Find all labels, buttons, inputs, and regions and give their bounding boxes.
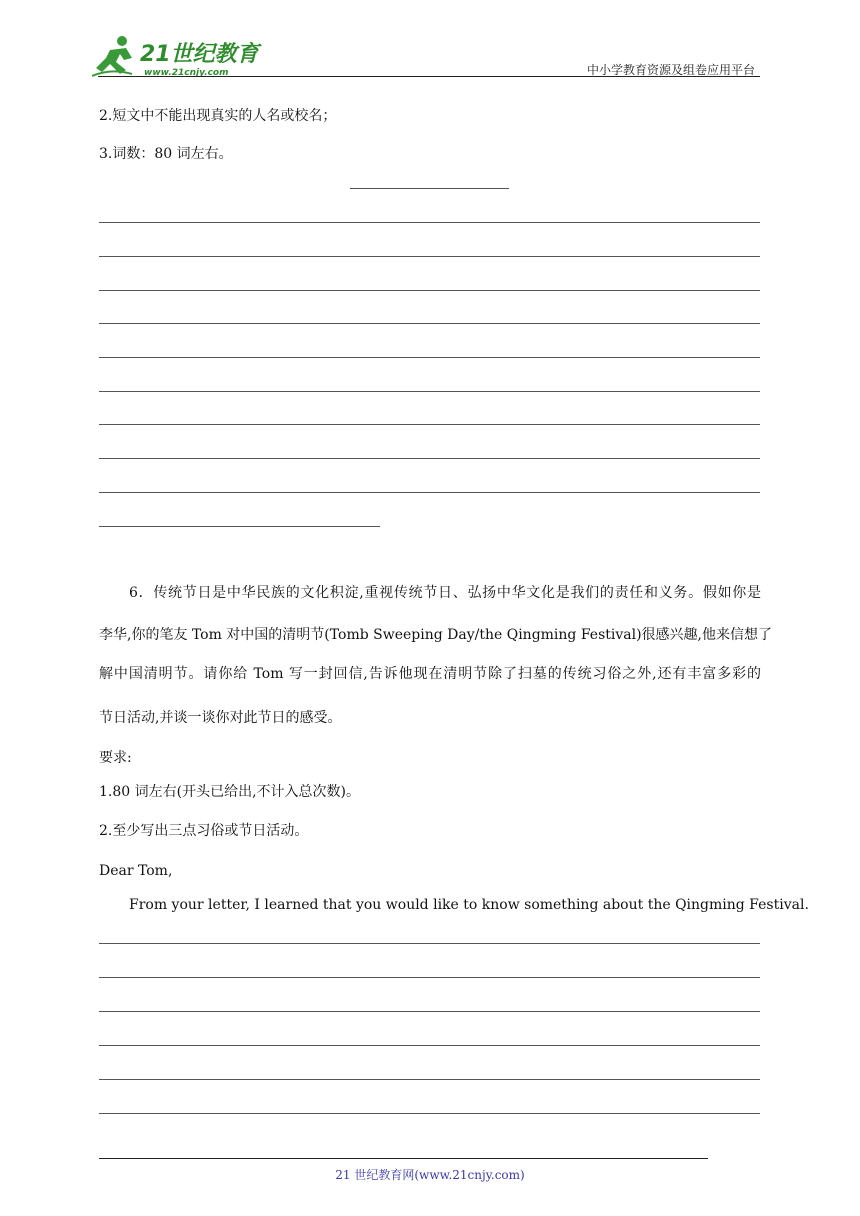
answer-line-short[interactable]: [99, 526, 380, 527]
requirement-2: 2.至少写出三点习俗或节日活动。: [99, 823, 309, 839]
answer-line[interactable]: [99, 1045, 760, 1046]
requirements-title: 要求:: [99, 750, 132, 766]
answer-line[interactable]: [99, 1079, 760, 1080]
answer-line[interactable]: [99, 424, 760, 425]
letter-opening: From your letter, I learned that you would like to know something about the Qingming Festival.: [129, 897, 809, 913]
answer-line[interactable]: [99, 222, 760, 223]
logo-url: www.21cnjy.com: [144, 68, 229, 78]
answer-line[interactable]: [99, 323, 760, 324]
question-6-line-2: 李华,你的笔友 Tom 对中国的清明节(Tomb Sweeping Day/the Qingming Festival)很感兴趣,他来信想了: [99, 627, 773, 643]
logo-wordmark: 21世纪教育: [140, 42, 259, 67]
footer-divider: [99, 1158, 708, 1159]
answer-line[interactable]: [99, 256, 760, 257]
runner-icon: [92, 36, 132, 76]
question-6-line-3: 解中国清明节。请你给 Tom 写一封回信,告诉他现在清明节除了扫墓的传统习俗之外,还有丰富多彩的: [99, 666, 761, 682]
prev-requirement-2: 2.短文中不能出现真实的人名或校名；: [99, 108, 337, 124]
answer-line[interactable]: [99, 391, 760, 392]
site-logo: [92, 34, 262, 80]
answer-line[interactable]: [99, 357, 760, 358]
prev-requirement-3: 3.词数：80 词左右。: [99, 146, 233, 162]
requirement-1: 1.80 词左右(开头已给出,不计入总次数)。: [99, 784, 360, 800]
header-tagline: 中小学教育资源及组卷应用平台: [586, 63, 755, 77]
answer-line[interactable]: [99, 290, 760, 291]
header-divider: [98, 76, 760, 77]
answer-line[interactable]: [99, 943, 760, 944]
answer-line[interactable]: [99, 1011, 760, 1012]
title-blank[interactable]: [350, 188, 509, 189]
answer-line[interactable]: [99, 1113, 760, 1114]
answer-line[interactable]: [99, 458, 760, 459]
letter-salutation: Dear Tom,: [99, 863, 173, 879]
question-6-line-4: 节日活动,并谈一谈你对此节日的感受。: [99, 710, 342, 726]
question-6-line-1: 6．传统节日是中华民族的文化积淀,重视传统节日、弘扬中华文化是我们的责任和义务。假如你是: [129, 585, 761, 601]
answer-line[interactable]: [99, 492, 760, 493]
answer-line[interactable]: [99, 977, 760, 978]
footer-source: 21 世纪教育网(www.21cnjy.com): [335, 1168, 525, 1182]
